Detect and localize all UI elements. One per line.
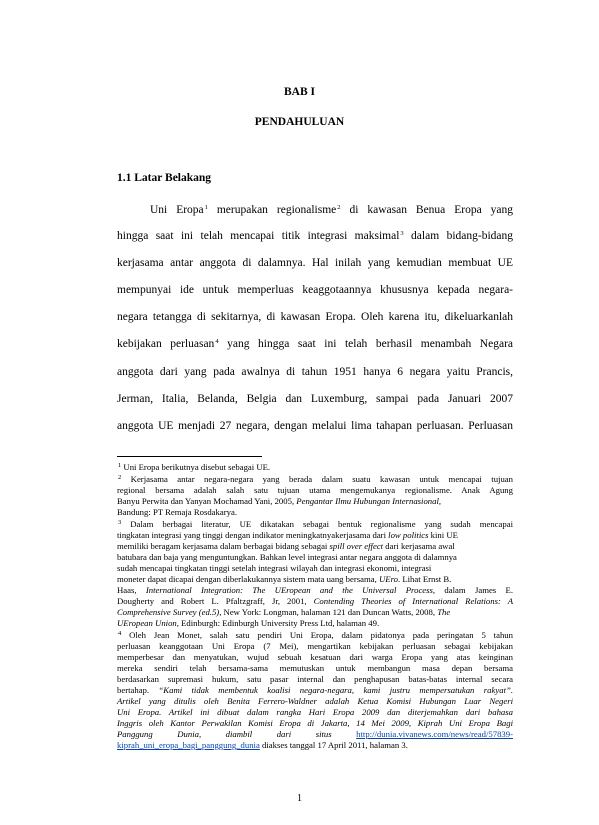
chapter-title: PENDAHULUAN — [254, 116, 345, 128]
footnote-3-line: sudah mencapai tingkatan tinggi setelah integrasi wilayah dan integrasi ekonomi, integrasi — [117, 563, 432, 573]
footnote-3-line: tingkatan integrasi yang tinggi dengan indikator meningkatnyakerjasama dari low politics kini UE — [117, 530, 458, 540]
footnote-2-line: Banyu Perwita dan Yanyan Mochamad Yani, 2005, Pengantar Ilmu Hubungan Internasional, — [117, 496, 442, 506]
body-line: mempunyai ide untuk memperluas keaggotaannya khususnya kepada negara- — [117, 284, 513, 296]
body-line: kerjasama antar anggota di dalamnya. Hal inilah yang kemudian membuat UE — [117, 257, 513, 269]
body-line: Uni Eropa$^1$ merupakan regionalisme$^2$ di kawasan Benua Eropa yang — [150, 204, 513, 216]
footnote-3-line: Comprehensive Survey (ed.5), New York: Longman, halaman 121 dan Duncan Watts, 2008, The — [117, 607, 451, 617]
body-line: anggota dari yang pada awalnya di tahun 1951 hanya 6 negara yaitu Prancis, — [117, 366, 513, 378]
footnote-ref: 1 — [204, 204, 208, 211]
footnote-4-line: bertahap. “Kami tidak membentuk koalisi negara-negara, kami justru mempersatukan rakyat”. — [117, 685, 513, 695]
section-heading: 1.1 Latar Belakang — [117, 172, 212, 184]
footnote-2-line: regional bersama adalah salah satu tujuan utama mengemukanya regionalisme. Anak Agung — [117, 485, 513, 495]
footnote-4-line: mereka sendiri telah bersama-sama memutuskan untuk membangun masa depan bersama — [117, 663, 513, 673]
footnote-3-line: $^3$ Dalam berbagai literatur, UE dikatakan sebagai bentuk regionalisme yang sudah mencapai — [118, 519, 513, 529]
footnote-2-line: $^2$ Kerjasama antar negara-negara yang berada dalam suatu kawasan untuk mencapai tujuan — [118, 474, 513, 484]
source-link[interactable]: http://dunia.vivanews.com/news/read/57839- — [356, 729, 513, 739]
footnote-3-line: UEropean Union, Edinburgh: Edinburgh University Press Ltd, halaman 49. — [117, 618, 380, 628]
footnote-ref: 4 — [215, 338, 219, 345]
footnote-4-line: perluasan keanggotaan Uni Eropa (7 Mei), mengartikan kebijakan perluasan sebagai kebijakan — [117, 641, 513, 651]
footnote-ref: 3 — [400, 230, 404, 237]
footnote-3-line: Haas, International Integration: The UEropean and the Universal Process, dalam James E. — [117, 585, 513, 595]
footnote-4-line: Uni Eropa. Artikel ini dibuat dalam rangka Hari Eropa 2009 dan diterjemahkan dari bahasa — [117, 707, 513, 717]
footnote-4-line: Artikel yang ditulis oleh Benita Ferrero-Waldner adalah Ketua Komisi Hubungan Luar Negeri — [117, 696, 513, 706]
footnote-4-line: kiprah_uni_eropa_bagi_panggung_dunia diakses tanggal 17 April 2011, halaman 3. — [117, 740, 408, 750]
footnote-separator — [117, 456, 262, 457]
footnote-3-line: batubara dan baja yang menguntungkan. Bahkan level integrasi antar negara anggota di dalamnya — [117, 552, 457, 562]
footnote-4-line: berdasarkan supremasi hukum, satu pasar internal dan penghapusan batas-batas internal secara — [117, 674, 513, 684]
footnote-4-line: memperbesar dan menyatukan, wujud sebuah kesatuan dari warga Eropa yang atas keinginan — [117, 652, 513, 662]
footnote-ref: 2 — [337, 204, 341, 211]
page-number: 1 — [297, 793, 302, 804]
footnote-4-line: Inggris oleh Kantor Perwakilan Komisi Eropa di Jakarta, 14 Mei 2009, Kiprah Uni Eropa Bagi — [117, 718, 513, 728]
footnote-4-line: $^4$ Oleh Jean Monet, salah satu pendiri Uni Eropa, dalam pidatonya pada peringatan 5 tahun — [118, 630, 513, 640]
footnote-3-line: moneter dapat dicapai dengan diberlakukannya sistem mata uang bersama, UEro. Lihat Ernst B. — [117, 574, 452, 584]
body-line: hingga saat ini telah mencapai titik integrasi maksimal$^3$ dalam bidang-bidang — [117, 230, 513, 242]
footnote-3-line: memiliki beragam kerjasama dalam berbagai bidang sebagai spill over effect dari kerjasama awal — [117, 541, 455, 551]
footnote-2-line: Bandung: PT Remaja Rosdakarya. — [117, 507, 237, 517]
body-line: anggota UE menjadi 27 negara, dengan melalui lima tahapan perluasan. Perluasan — [117, 420, 513, 432]
footnote-4-line: Panggung Dunia, diambil dari situs http://dunia.vivanews.com/news/read/57839- — [117, 729, 513, 739]
body-line: kebijakan perluasan$^4$ yang hingga saat ini telah berhasil menambah Negara — [117, 338, 513, 350]
footnote-1: $^1$ Uni Eropa berikutnya disebut sebagai UE. — [118, 462, 271, 472]
source-link[interactable]: kiprah_uni_eropa_bagi_panggung_dunia — [117, 740, 260, 750]
chapter-heading: BAB I — [284, 86, 315, 98]
footnote-3-line: Dougherty and Robert L. Pfaltzgraff, Jr, 2001, Contending Theories of International Relations: A — [117, 596, 513, 606]
body-line: negara tetangga di sekitarnya, di kawasan Eropa. Oleh karena itu, dikeluarkanlah — [117, 311, 513, 323]
body-line: Jerman, Italia, Belanda, Belgia dan Luxemburg, sampai pada Januari 2007 — [117, 393, 513, 405]
